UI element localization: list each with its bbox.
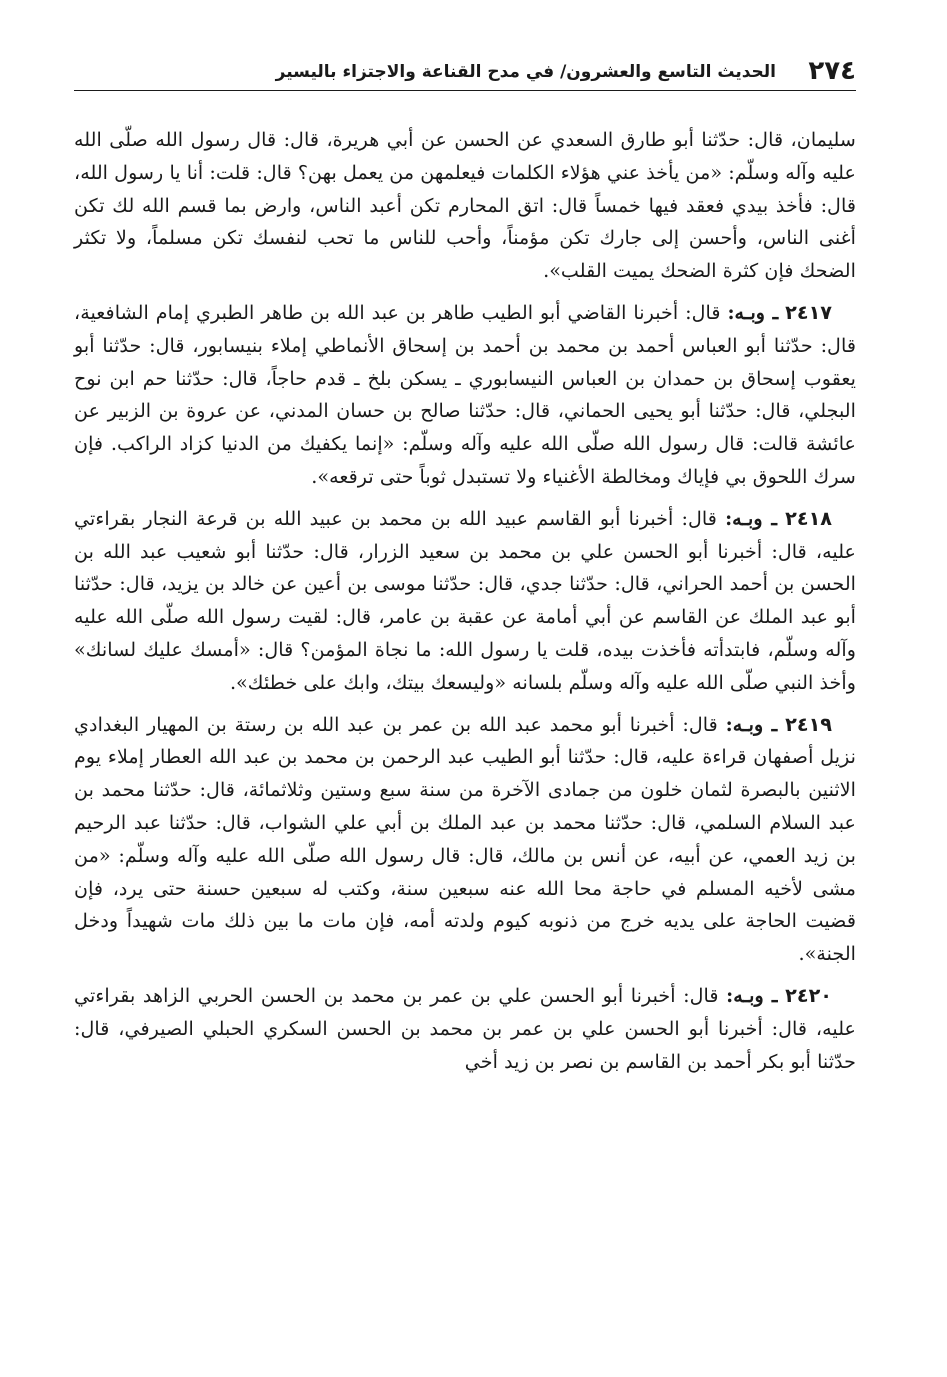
hadith-lead: ـ وبـه: bbox=[726, 983, 778, 1007]
paragraph-text: قال: أخبرنا أبو القاسم عبيد الله بن محمد بن عبيد الله بن قرعة النجار بقراءتي عليه، قال: أخبرنا أبو الحسن علي بن محمد بن سعيد الزرار، قال: حدّثنا أبو شعيب عبد الله بن الحسن بن أحمد الحراني، قال: حدّثنا جدي، قال: حدّثنا موسى بن أعين عن خالد بن يزيد، قال: حدّثنا أبو عبد الملك عن القاسم عن أبي أمامة عن عقبة بن عامر، قال: لقيت رسول الله صلّى الله عليه وآله وسلّم، فابتدأته فأخذت بيده، قلت يا رسول الله: ما نجاة المؤمن؟ قال: «أمسك عليك لسانك» وأخذ النبي صلّى الله عليه وآله وسلّم بلسانه «وليسعك بيتك، وابك على خطئك». bbox=[74, 506, 856, 694]
book-page bbox=[74, 52, 856, 1352]
hadith-2419 bbox=[74, 709, 856, 971]
paragraph-text: قال: أخبرنا أبو الحسن علي بن عمر بن محمد بن الحسن الحربي الزاهد بقراءتي عليه، قال: أخبرنا أبو الحسن علي بن عمر بن محمد بن الحسن السكري الحبلي الصيرفي، قال: حدّثنا أبو بكر أحمد بن القاسم بن نصر بن زيد أخي bbox=[74, 983, 856, 1073]
paragraph-text: قال: أخبرنا القاضي أبو الطيب طاهر بن عبد الله بن طاهر الطبري إمام الشافعية، قال: حدّثنا أبو العباس أحمد بن محمد بن أحمد بن إسحاق الأنماطي إملاء بنيسابور، قال: حدّثنا أبو يعقوب إسحاق بن حمدان بن العباس النيسابوري ـ يسكن بلخ ـ قدم حاجاً، قال: حدّثنا حم ابن نوح البجلي، قال: حدّثنا أبو يحيى الحماني، قال: حدّثنا صالح بن حسان المدني، عن عروة بن الزبير عن عائشة قالت: قال رسول الله صلّى الله عليه وآله وسلّم: «إنما يكفيك من الدنيا كزاد الراكب. فإن سرك اللحوق بي فإياك ومخالطة الأغنياء ولا تستبدل ثوباً حتى ترقعه». bbox=[74, 300, 856, 488]
hadith-lead: ـ وبـه: bbox=[725, 506, 777, 530]
hadith-number: ٢٤٢٠ bbox=[785, 983, 832, 1007]
page-body bbox=[74, 124, 856, 1078]
hadith-2417 bbox=[74, 297, 856, 494]
header-rule bbox=[74, 90, 856, 91]
page-header bbox=[74, 52, 856, 94]
hadith-lead: ـ وبـه: bbox=[725, 712, 778, 736]
hadith-2418 bbox=[74, 503, 856, 700]
running-title: الحديث التاسع والعشرون/ في مدح القناعة والاجتزاء باليسير bbox=[275, 62, 776, 82]
page-number: ٢٧٤ bbox=[808, 56, 856, 86]
paragraph-text: قال: أخبرنا أبو محمد عبد الله بن عمر بن عبد الله بن رستة بن المهيار البغدادي نزيل أصفهان قراءة عليه، قال: حدّثنا أبو الطيب عبد الرحمن بن محمد بن عبد الله العطار إملاء يوم الاثنين بالبصرة لثمان خلون من جمادى الآخرة من سنة سبع وستين وثلاثمائة، قال: حدّثنا محمد بن عبد السلام السلمي، قال: حدّثنا محمد بن عبد الملك بن أبي علي الشواب، قال: حدّثنا عبد الرحيم بن زيد العمي، عن أبيه، عن أنس بن مالك، قال: قال رسول الله صلّى الله عليه وآله وسلّم: «من مشى لأخيه المسلم في حاجة محا الله عنه سبعين سنة، وكتب له سبعين حسنة حتى يرد، فإن قضيت الحاجة على يديه خرج من ذنوبه كيوم ولدته أمه، فإن مات ما بين ذلك مات شهيداً ودخل الجنة». bbox=[74, 712, 856, 966]
paragraph-text: سليمان، قال: حدّثنا أبو طارق السعدي عن الحسن عن أبي هريرة، قال: قال رسول الله صلّى الله عليه وآله وسلّم: «من يأخذ عني هؤلاء الكلمات فيعلمهن من يعمل بهن؟ قال: قلت: أنا يا رسول الله، قال: فأخذ بيدي فعقد فيها خمساً قال: اتق المحارم تكن أعبد الناس، وارض بما قسم الله لك تكن أغنى الناس، وأحسن إلى جارك تكن مؤمناً، وأحب للناس ما تحب لنفسك تكن مسلماً، ولا تكثر الضحك فإن كثرة الضحك يميت القلب». bbox=[74, 128, 856, 283]
hadith-number: ٢٤١٩ bbox=[785, 712, 833, 736]
hadith-number: ٢٤١٧ bbox=[785, 300, 832, 324]
hadith-number: ٢٤١٨ bbox=[785, 506, 832, 530]
paragraph-continuation bbox=[74, 124, 856, 288]
hadith-lead: ـ وبـه: bbox=[727, 300, 779, 324]
hadith-2420 bbox=[74, 980, 856, 1078]
